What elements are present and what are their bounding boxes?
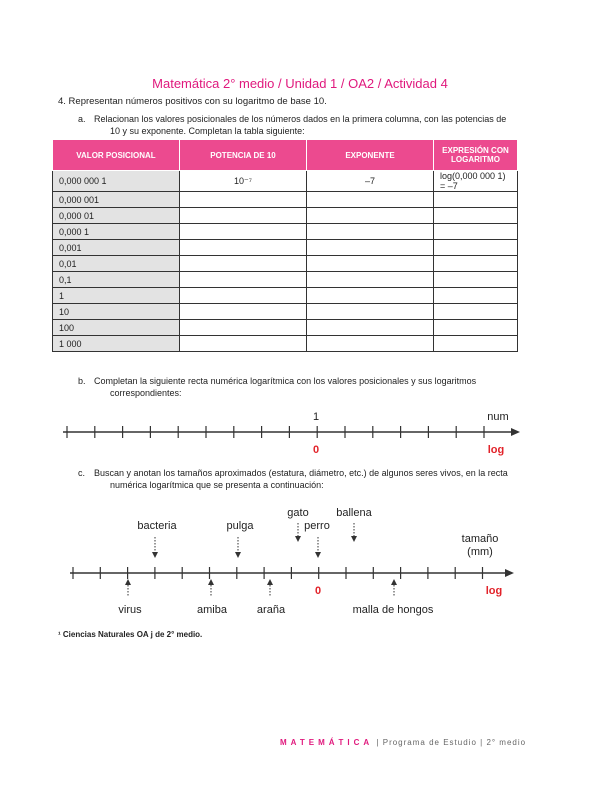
label-tamano: tamaño bbox=[461, 533, 499, 545]
arrow-down-icon bbox=[351, 536, 357, 542]
table-row bbox=[53, 256, 518, 272]
cell-expression[interactable] bbox=[434, 224, 518, 240]
label-perro: perro bbox=[304, 520, 330, 532]
cell-value: 0,001 bbox=[53, 240, 180, 256]
arrow-down-icon bbox=[152, 552, 158, 558]
cell-value: 10 bbox=[53, 304, 180, 320]
log-number-line-1 bbox=[0, 405, 600, 465]
footer-grade: 2° medio bbox=[486, 738, 527, 747]
label-log: log bbox=[487, 444, 505, 456]
cell-power[interactable]: 10⁻⁷ bbox=[180, 171, 307, 192]
table-row bbox=[53, 192, 518, 208]
label-malla-de-hongos: malla de hongos bbox=[352, 604, 434, 616]
cell-exponent[interactable] bbox=[307, 256, 434, 272]
cell-exponent[interactable] bbox=[307, 240, 434, 256]
cell-power[interactable] bbox=[180, 224, 307, 240]
label-virus: virus bbox=[118, 604, 142, 616]
arrowheads-below bbox=[125, 579, 397, 585]
arrow-down-icon bbox=[315, 552, 321, 558]
label-zero: 0 bbox=[314, 585, 322, 597]
footer-program: Programa de Estudio bbox=[382, 738, 477, 747]
cell-exponent[interactable] bbox=[307, 320, 434, 336]
cell-power[interactable] bbox=[180, 256, 307, 272]
table-row bbox=[53, 304, 518, 320]
cell-power[interactable] bbox=[180, 288, 307, 304]
question-4: 4. Representan números positivos con su logaritmo de base 10. bbox=[58, 96, 327, 107]
cell-expression[interactable] bbox=[434, 256, 518, 272]
table-row bbox=[53, 224, 518, 240]
cell-expression[interactable] bbox=[434, 336, 518, 352]
cell-exponent[interactable] bbox=[307, 272, 434, 288]
header-exponente: EXPONENTE bbox=[307, 140, 434, 171]
cell-expression[interactable] bbox=[434, 240, 518, 256]
question-c bbox=[78, 467, 518, 491]
label-zero: 0 bbox=[312, 444, 320, 456]
cell-exponent[interactable] bbox=[307, 304, 434, 320]
table-row bbox=[53, 208, 518, 224]
cell-exponent[interactable] bbox=[307, 192, 434, 208]
arrow-head-icon bbox=[505, 569, 514, 577]
label-pulga: pulga bbox=[226, 520, 254, 532]
header-expresion: EXPRESIÓN CON LOGARITMO bbox=[434, 140, 518, 171]
footer-separator: | bbox=[376, 738, 383, 747]
cell-exponent[interactable] bbox=[307, 288, 434, 304]
cell-expression[interactable] bbox=[434, 288, 518, 304]
header-valor-posicional: VALOR POSICIONAL bbox=[53, 140, 180, 171]
question-a bbox=[78, 113, 518, 137]
cell-expression[interactable] bbox=[434, 320, 518, 336]
arrow-down-icon bbox=[235, 552, 241, 558]
cell-value: 0,000 01 bbox=[53, 208, 180, 224]
cell-value: 0,000 1 bbox=[53, 224, 180, 240]
cell-value: 100 bbox=[53, 320, 180, 336]
cell-power[interactable] bbox=[180, 240, 307, 256]
cell-expression[interactable] bbox=[434, 192, 518, 208]
cell-power[interactable] bbox=[180, 208, 307, 224]
page-title: Matemática 2° medio / Unidad 1 / OA2 / Actividad 4 bbox=[152, 76, 448, 91]
table-row bbox=[53, 336, 518, 352]
arrow-up-icon bbox=[391, 579, 397, 585]
question-b-label: b. bbox=[78, 376, 86, 386]
cell-power[interactable] bbox=[180, 272, 307, 288]
cell-value: 1 bbox=[53, 288, 180, 304]
footer-subject: MATEMÁTICA bbox=[280, 738, 374, 747]
cell-power[interactable] bbox=[180, 336, 307, 352]
question-c-text-2: numérica logarítmica que se presenta a continuación: bbox=[110, 480, 324, 490]
arrow-up-icon bbox=[208, 579, 214, 585]
label-arana: araña bbox=[256, 604, 286, 616]
header-potencia: POTENCIA DE 10 bbox=[180, 140, 307, 171]
cell-exponent[interactable] bbox=[307, 224, 434, 240]
cell-power[interactable] bbox=[180, 320, 307, 336]
question-c-text-1: Buscan y anotan los tamaños aproximados (estatura, diámetro, etc.) de algunos seres vivos, en la recta bbox=[94, 468, 508, 478]
cell-expression[interactable]: log(0,000 000 1) = –7 bbox=[434, 171, 518, 192]
cell-expression[interactable] bbox=[434, 272, 518, 288]
cell-power[interactable] bbox=[180, 192, 307, 208]
cell-exponent[interactable]: –7 bbox=[307, 171, 434, 192]
footnote: ¹ Ciencias Naturales OA j de 2° medio. bbox=[58, 630, 203, 639]
page-footer bbox=[280, 738, 526, 747]
cell-value: 0,01 bbox=[53, 256, 180, 272]
table-row bbox=[53, 320, 518, 336]
table-row bbox=[53, 288, 518, 304]
label-gato: gato bbox=[287, 507, 309, 519]
table-row bbox=[53, 272, 518, 288]
arrow-up-icon bbox=[267, 579, 273, 585]
table-row bbox=[53, 240, 518, 256]
arrows-below bbox=[128, 585, 394, 597]
question-a-text-1: Relacionan los valores posicionales de los números dados en la primera columna, con las potencias de bbox=[94, 114, 507, 124]
question-b bbox=[78, 375, 518, 399]
cell-value: 0,1 bbox=[53, 272, 180, 288]
question-a-text-2: 10 y su exponente. Completan la tabla siguiente: bbox=[110, 126, 305, 136]
arrow-head-icon bbox=[511, 428, 520, 436]
cell-value: 0,000 000 1 bbox=[53, 171, 180, 192]
question-c-label: c. bbox=[78, 468, 86, 478]
cell-expression[interactable] bbox=[434, 208, 518, 224]
cell-power[interactable] bbox=[180, 304, 307, 320]
label-num: num bbox=[487, 411, 509, 423]
label-one: 1 bbox=[312, 411, 320, 423]
label-mm: (mm) bbox=[467, 546, 493, 558]
label-amiba: amiba bbox=[197, 604, 227, 616]
cell-exponent[interactable] bbox=[307, 336, 434, 352]
exponent-table bbox=[52, 139, 518, 352]
cell-exponent[interactable] bbox=[307, 208, 434, 224]
label-ballena: ballena bbox=[336, 507, 372, 519]
question-a-label: a. bbox=[78, 114, 86, 124]
table-row bbox=[53, 171, 518, 192]
log-number-line-2 bbox=[0, 505, 600, 625]
question-b-text-2: correspondientes: bbox=[110, 388, 182, 398]
arrowheads-above bbox=[152, 536, 357, 558]
label-bacteria: bacteria bbox=[137, 520, 177, 532]
cell-value: 1 000 bbox=[53, 336, 180, 352]
arrow-down-icon bbox=[295, 536, 301, 542]
cell-expression[interactable] bbox=[434, 304, 518, 320]
arrow-up-icon bbox=[125, 579, 131, 585]
label-log: log bbox=[485, 585, 503, 597]
question-b-text-1: Completan la siguiente recta numérica logarítmica con los valores posicionales y sus logaritmos bbox=[94, 376, 477, 386]
footer-separator: | bbox=[480, 738, 487, 747]
cell-value: 0,000 001 bbox=[53, 192, 180, 208]
